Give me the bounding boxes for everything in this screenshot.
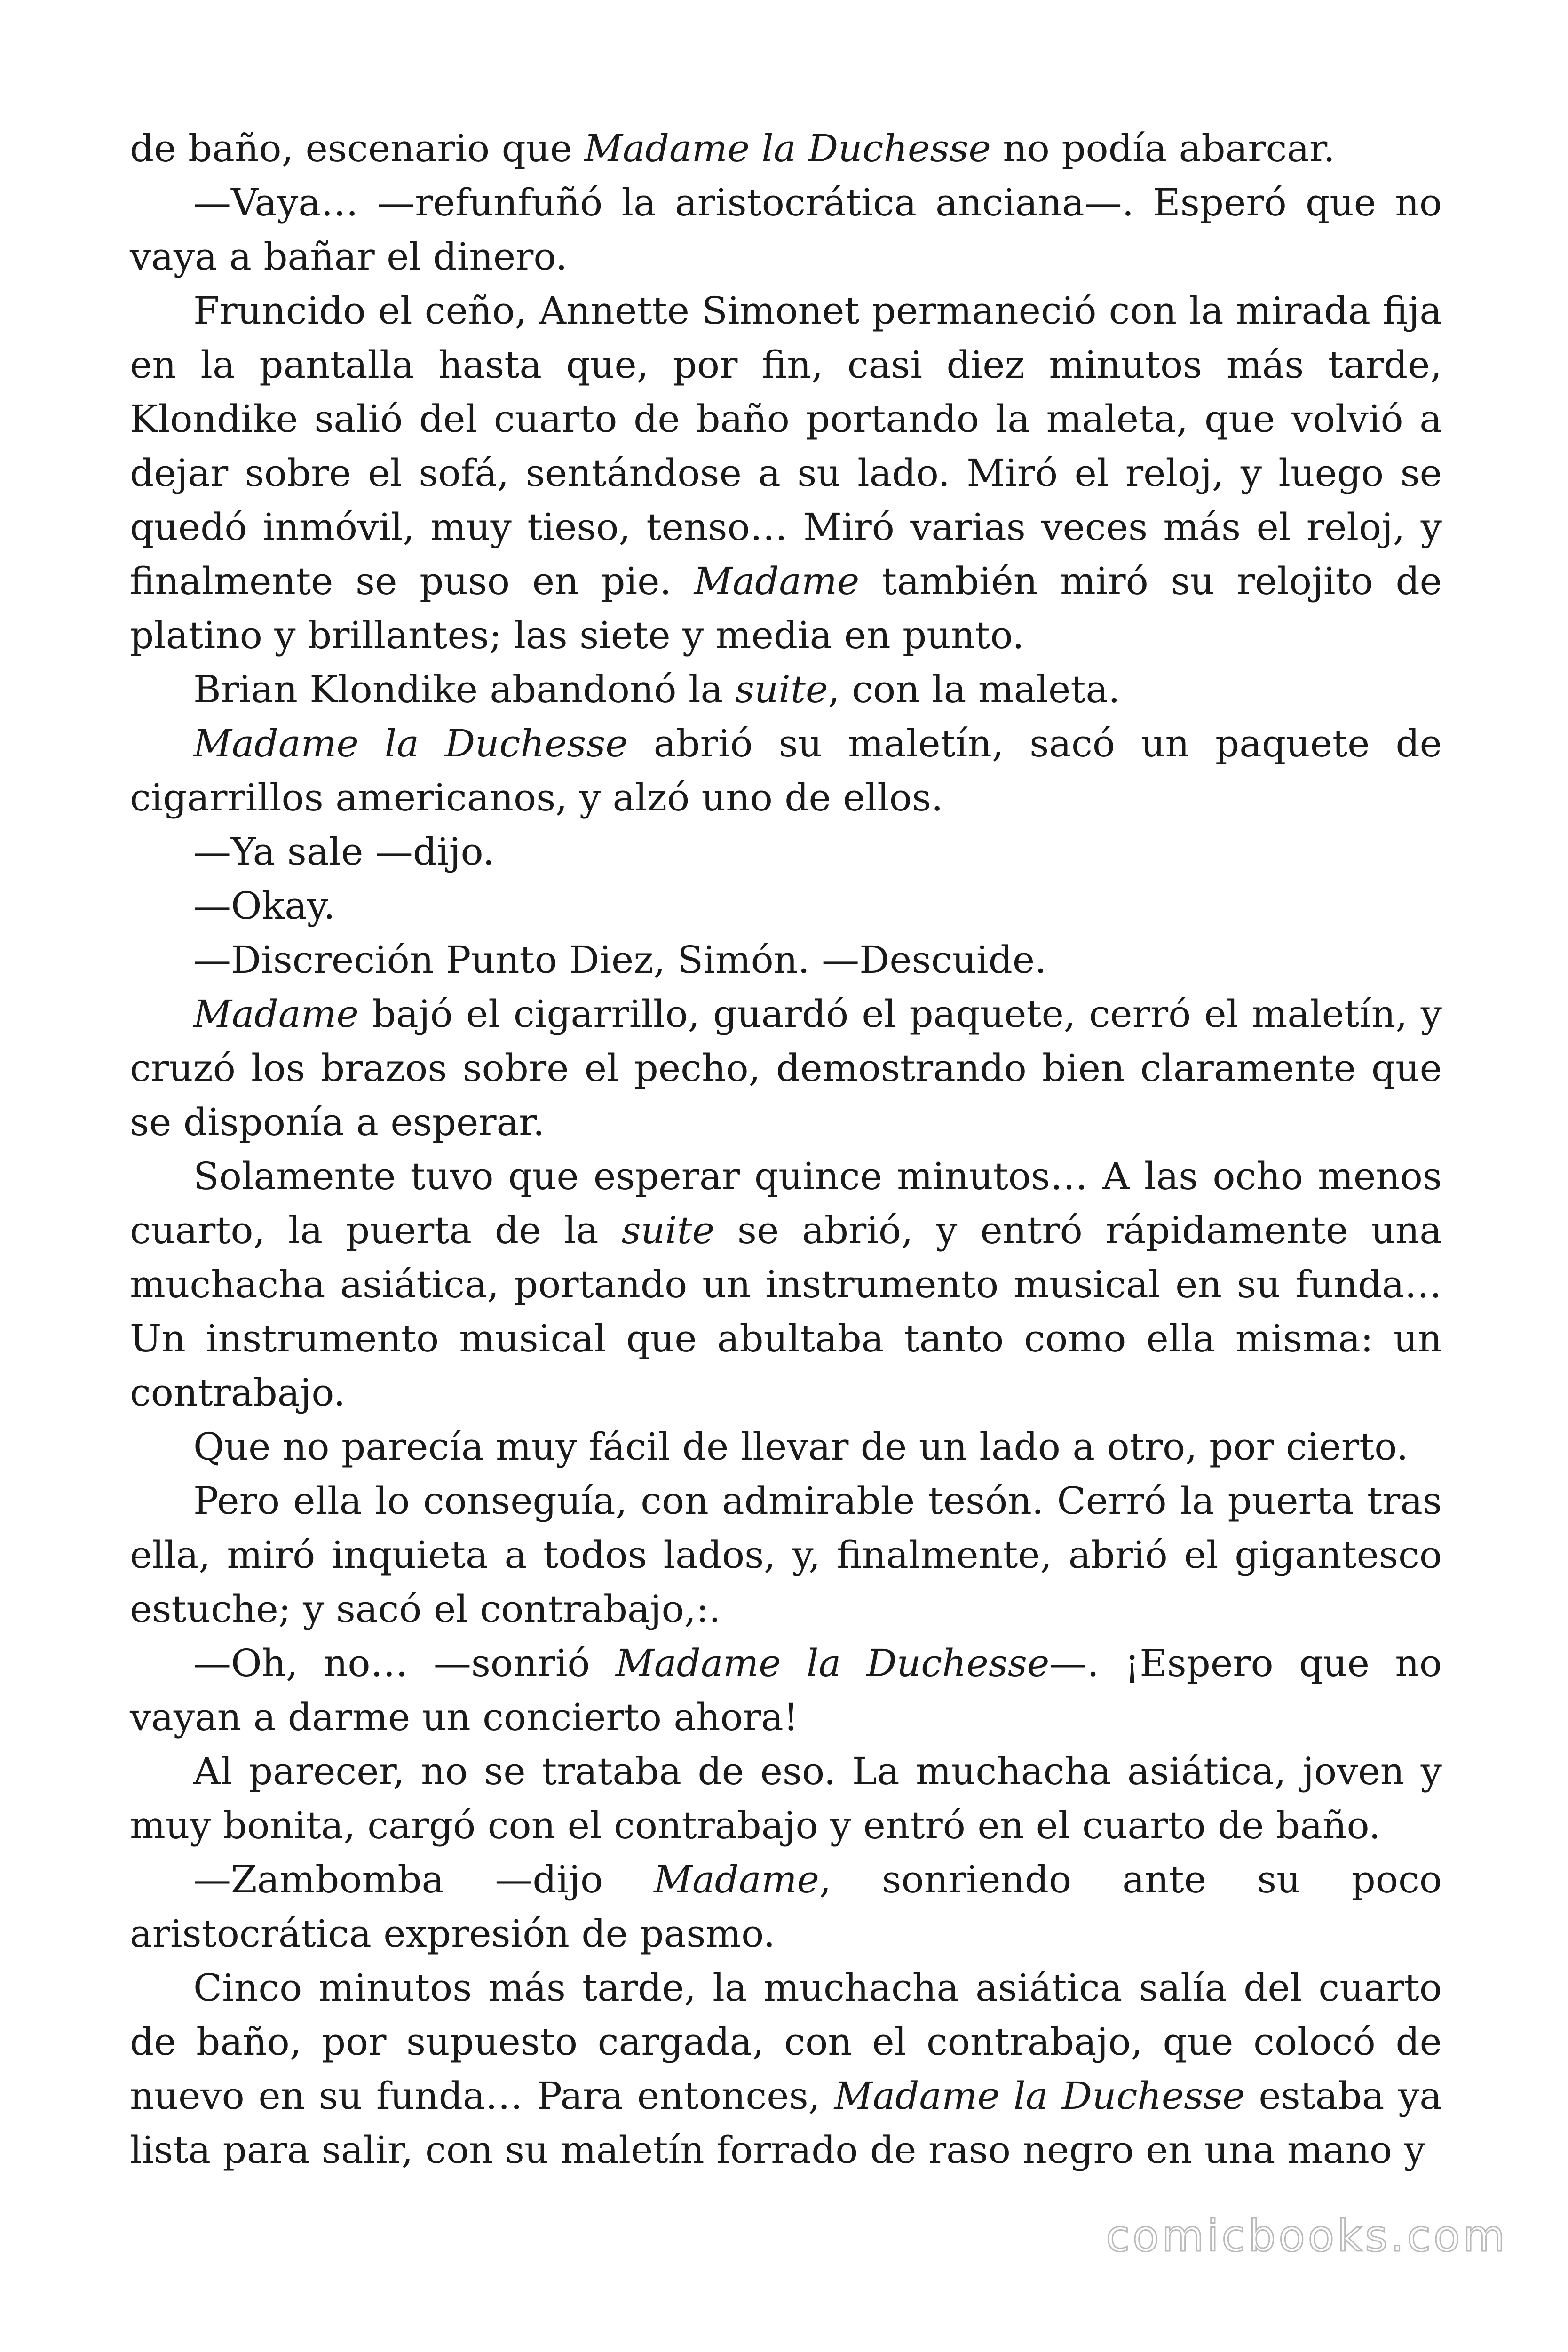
paragraph — [130, 933, 1442, 987]
italic-text: Madame la Duchesse — [193, 722, 628, 765]
paragraph — [130, 987, 1442, 1149]
italic-text: Madame la Duchesse — [584, 127, 991, 170]
text-run: Al parecer, no se trataba de eso. La muchacha asiática, joven y muy bonita, cargó con el contrabajo y entró en el cuarto de baño. — [130, 1749, 1442, 1847]
italic-text: suite — [735, 667, 828, 711]
text-run: —Zambomba —dijo — [193, 1858, 654, 1901]
text-run: Pero ella lo conseguía, con admirable tesón. Cerró la puerta tras ella, miró inquieta a todos lados, y, finalmente, abrió el gigantesco estuche; y sacó el contrabajo,:. — [130, 1479, 1442, 1631]
watermark-text: comicbooks.com — [1106, 2211, 1508, 2261]
text-run: se abrió, y entró rápidamente una muchacha asiática, portando un instrumento musical en su funda… Un instrumento musical que abultaba tanto como ella misma: un contrabajo. — [130, 1208, 1442, 1414]
text-run: —Ya sale —dijo. — [193, 830, 495, 874]
italic-text: Madame — [193, 992, 359, 1036]
paragraph — [130, 284, 1442, 662]
italic-text: Madame la Duchesse — [615, 1641, 1050, 1685]
paragraph — [130, 1149, 1442, 1420]
text-run: Cinco minutos más tarde, la muchacha asiática salía del cuarto de baño, por supuesto cargada, con el contrabajo, que colocó de nuevo en su funda… Para entonces, — [130, 1966, 1442, 2118]
text-run: —Vaya… —refunfuñó la aristocrática anciana—. Esperó que no vaya a bañar el dinero. — [130, 181, 1442, 278]
text-run: bajó el cigarrillo, guardó el paquete, cerró el maletín, y cruzó los brazos sobre el pecho, demostrando bien claramente que se disponía a esperar. — [130, 992, 1442, 1144]
paragraph — [130, 716, 1442, 825]
text-run: no podía abarcar. — [990, 127, 1335, 170]
text-run: —Okay. — [193, 884, 335, 928]
text-run: —Oh, no… —sonrió — [193, 1641, 616, 1685]
paragraph — [130, 1420, 1442, 1474]
paragraph — [130, 1961, 1442, 2177]
paragraph — [130, 1474, 1442, 1636]
text-run: , sonriendo ante su poco aristocrática expresión de pasmo. — [130, 1858, 1442, 1955]
paragraph — [130, 175, 1442, 284]
paragraph — [130, 879, 1442, 933]
italic-text: Madame la Duchesse — [834, 2074, 1245, 2118]
italic-text: Madame — [694, 559, 860, 603]
italic-text: suite — [621, 1208, 715, 1252]
text-run: —Discreción Punto Diez, Simón. —Descuide. — [193, 938, 1047, 982]
text-run: , con la maleta. — [828, 667, 1120, 711]
text-run: Solamente tuvo que esperar quince minutos… A las ocho menos cuarto, la puerta de la — [130, 1154, 1442, 1252]
italic-text: Madame — [654, 1858, 819, 1901]
text-run: —. ¡Espero que no vayan a darme un concierto ahora! — [130, 1641, 1442, 1739]
text-run: Fruncido el ceño, Annette Simonet permaneció con la mirada fija en la pantalla hasta que, por fin, casi diez minutos más tarde, Klondike salió del cuarto de baño portando la maleta, que volvió a dejar sobre el sofá, sentándose a su lado. Miró el reloj, y luego se quedó inmóvil, muy tieso, tenso… Miró varias veces más el reloj, y finalmente se puso en pie. — [130, 289, 1442, 603]
paragraph — [130, 662, 1442, 716]
paragraph — [130, 1744, 1442, 1852]
text-run: Brian Klondike abandonó la — [193, 667, 735, 711]
text-run: estaba ya lista para salir, con su maletín forrado de raso negro en una mano y — [130, 2074, 1442, 2172]
text-run: abrió su maletín, sacó un paquete de cigarrillos americanos, y alzó uno de ellos. — [130, 722, 1442, 819]
paragraph — [130, 825, 1442, 879]
text-run: Que no parecía muy fácil de llevar de un lado a otro, por cierto. — [193, 1425, 1409, 1469]
paragraph — [130, 1636, 1442, 1744]
text-run: también miró su relojito de platino y brillantes; las siete y media en punto. — [130, 559, 1442, 657]
paragraph — [130, 121, 1442, 175]
text-run: de baño, escenario que — [130, 127, 585, 170]
book-page-text — [130, 121, 1442, 2177]
paragraph — [130, 1852, 1442, 1961]
